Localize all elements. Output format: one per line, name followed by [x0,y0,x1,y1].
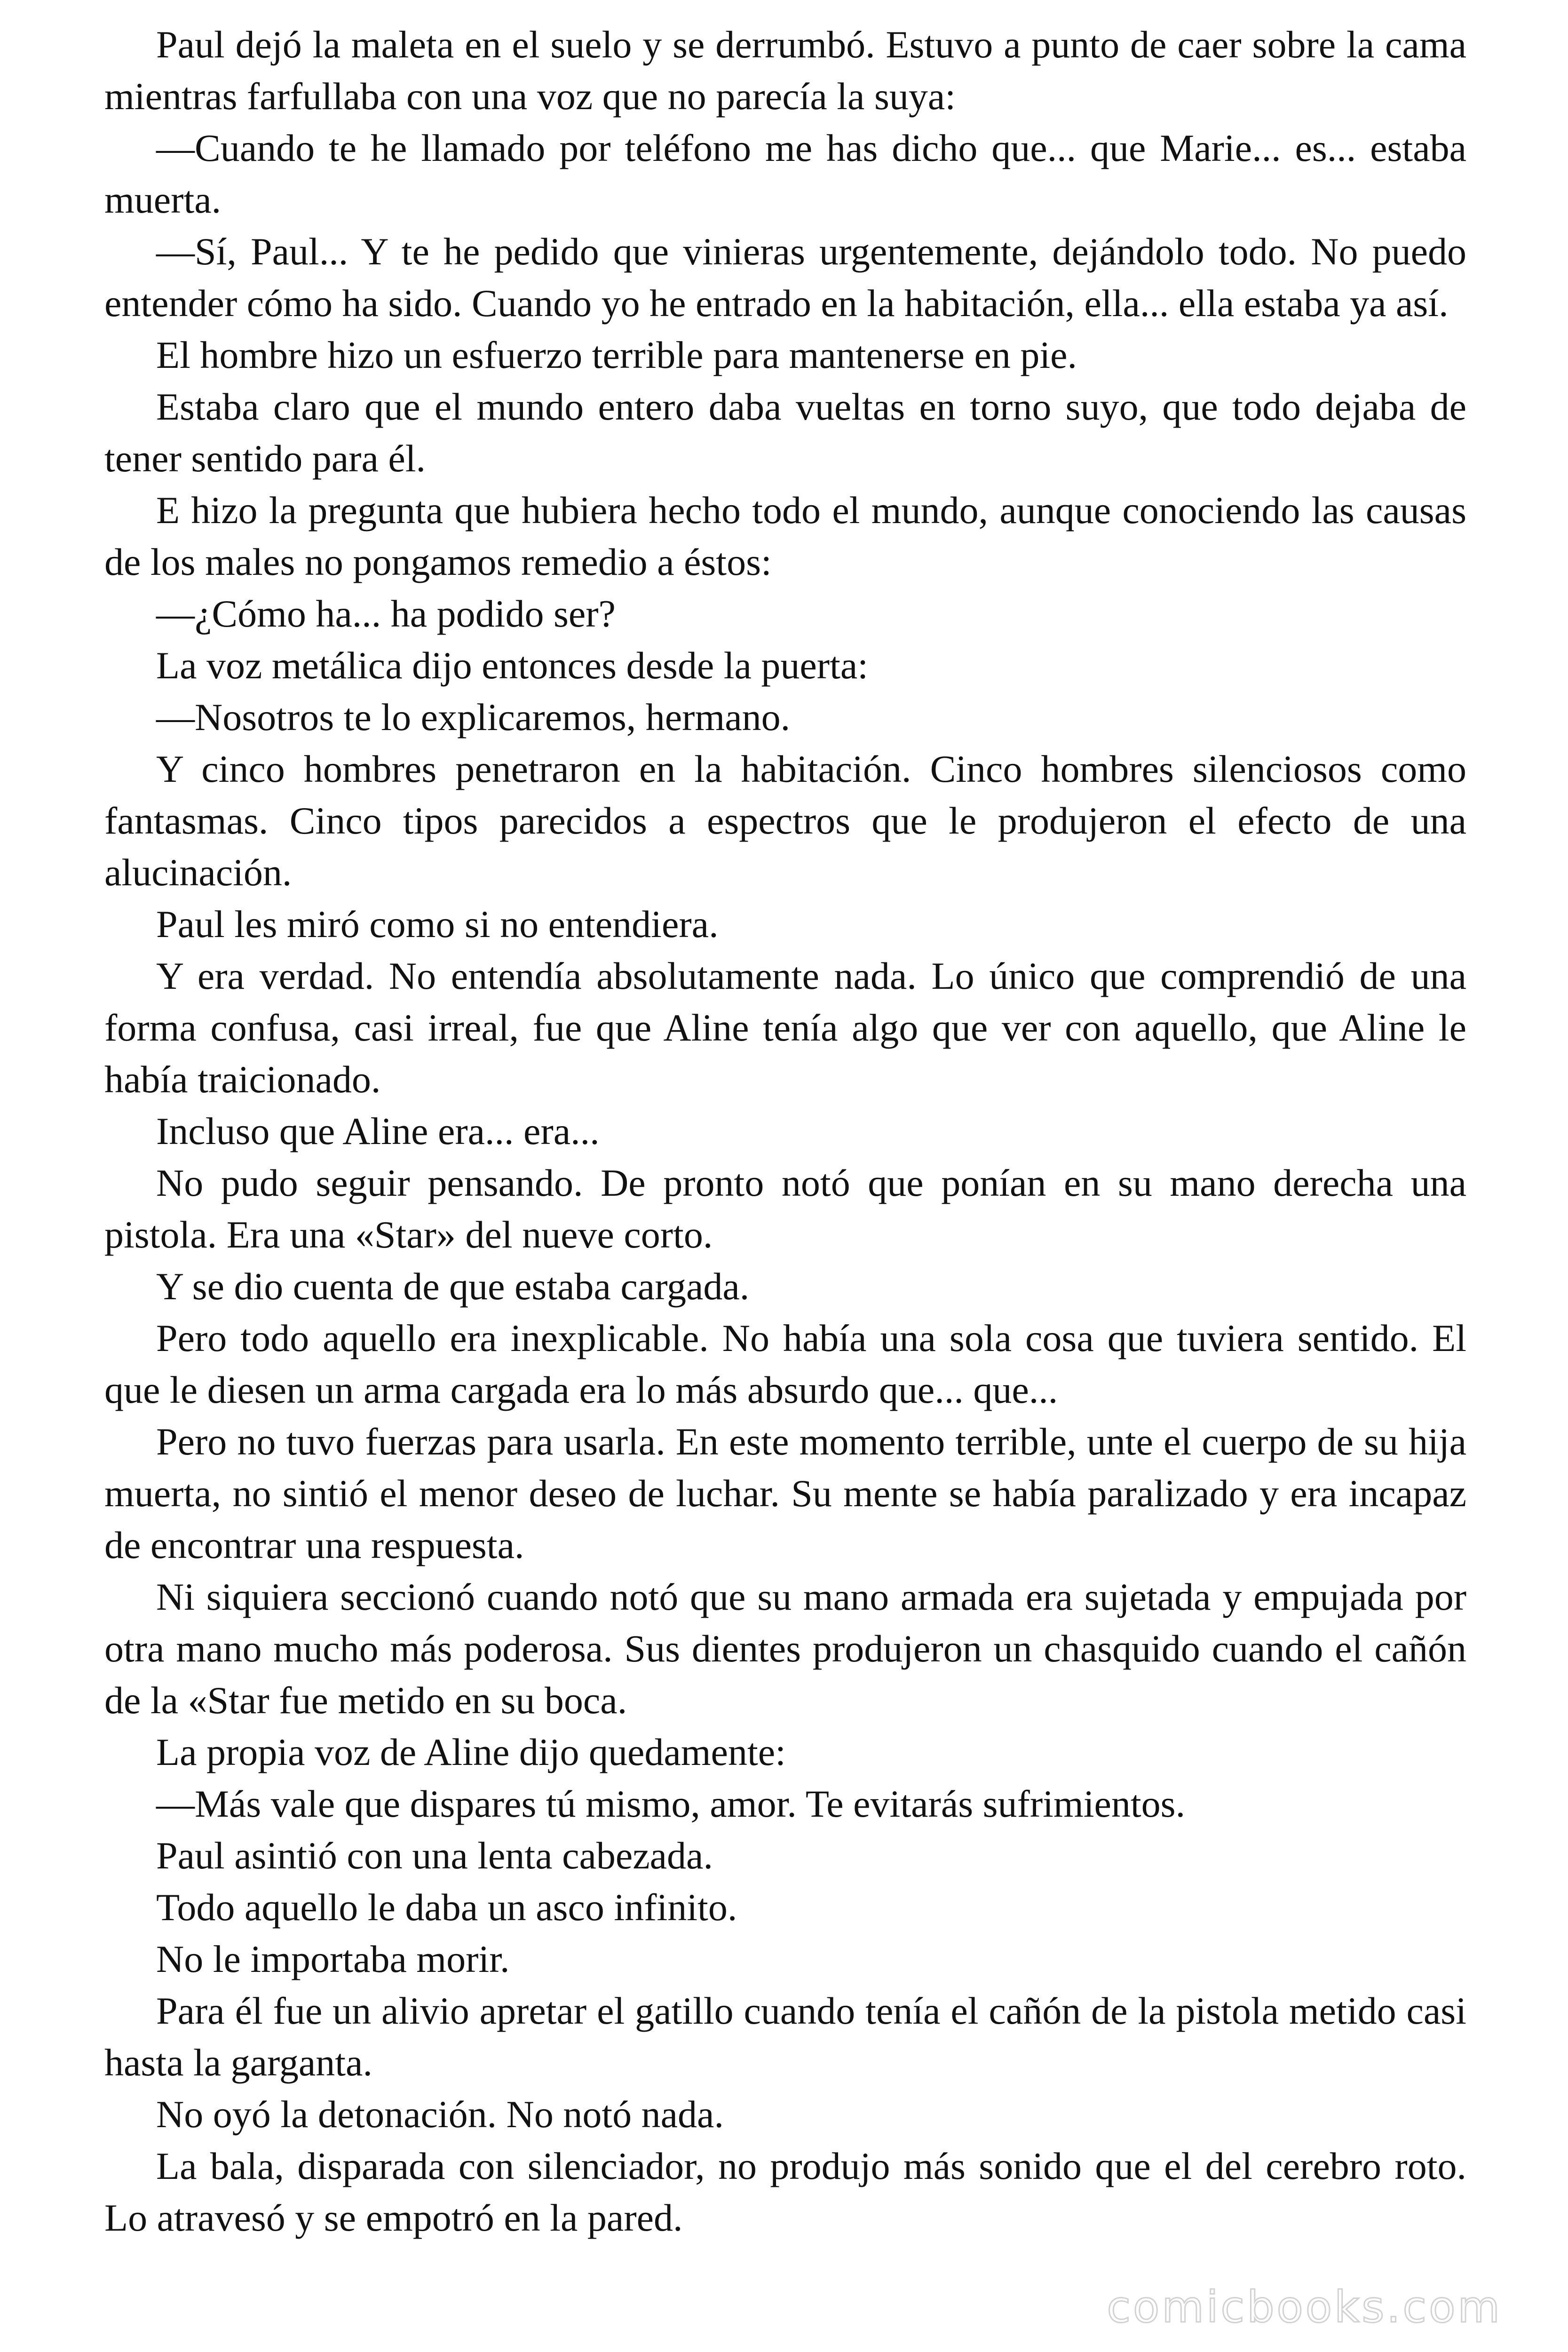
paragraph: Paul dejó la maleta en el suelo y se derrumbó. Estuvo a punto de caer sobre la cama mientras farfullaba con una voz que no parecía la suya: [104,23,1466,118]
paragraph: —Sí, Paul... Y te he pedido que vinieras urgentemente, dejándolo todo. No puedo entender cómo ha sido. Cuando yo he entrado en la habitación, ella... ella estaba ya así. [104,230,1466,325]
paragraph: Paul asintió con una lenta cabezada. [156,1834,713,1877]
paragraph: Pero todo aquello era inexplicable. No había una sola cosa que tuviera sentido. El que le diesen un arma cargada era lo más absurdo que... que... [104,1317,1466,1411]
paragraph: E hizo la pregunta que hubiera hecho todo el mundo, aunque conociendo las causas de los males no pongamos remedio a éstos: [104,489,1466,583]
paragraph: Paul les miró como si no entendiera. [156,903,719,946]
watermark: comicbooks.com [1107,2282,1502,2332]
page-text-body [104,19,1466,2244]
paragraph: Ni siquiera seccionó cuando notó que su mano armada era sujetada y empujada por otra mano mucho más poderosa. Sus dientes produjeron un chasquido cuando el cañón de la «Star fue metido en su boca. [104,1575,1466,1722]
paragraph: —Más vale que dispares tú mismo, amor. Te evitarás sufrimientos. [156,1782,1186,1825]
paragraph: —Nosotros te lo explicaremos, hermano. [156,696,791,739]
paragraph: La propia voz de Aline dijo quedamente: [156,1731,786,1773]
paragraph: No oyó la detonación. No notó nada. [156,2093,724,2136]
paragraph: Pero no tuvo fuerzas para usarla. En este momento terrible, unte el cuerpo de su hija muerta, no sintió el menor deseo de luchar. Su mente se había paralizado y era incapaz de encontrar una respuesta. [104,1420,1466,1566]
paragraph: No le importaba morir. [156,1938,510,1980]
paragraph: Para él fue un alivio apretar el gatillo cuando tenía el cañón de la pistola metido casi hasta la garganta. [104,1989,1466,2084]
paragraph: Estaba claro que el mundo entero daba vueltas en torno suyo, que todo dejaba de tener sentido para él. [104,385,1466,480]
paragraph: Todo aquello le daba un asco infinito. [156,1886,737,1929]
paragraph: Y era verdad. No entendía absolutamente nada. Lo único que comprendió de una forma confusa, casi irreal, fue que Aline tenía algo que ver con aquello, que Aline le había traicionado. [104,954,1466,1101]
paragraph: —¿Cómo ha... ha podido ser? [156,592,616,635]
paragraph: —Cuando te he llamado por teléfono me has dicho que... que Marie... es... estaba muerta. [104,127,1466,221]
paragraph: No pudo seguir pensando. De pronto notó que ponían en su mano derecha una pistola. Era una «Star» del nueve corto. [104,1161,1466,1256]
paragraph: Incluso que Aline era... era... [156,1110,600,1152]
paragraph: La voz metálica dijo entonces desde la puerta: [156,644,869,687]
paragraph: Y se dio cuenta de que estaba cargada. [156,1265,750,1308]
paragraph: El hombre hizo un esfuerzo terrible para mantenerse en pie. [156,334,1077,376]
paragraph: Y cinco hombres penetraron en la habitación. Cinco hombres silenciosos como fantasmas. Cinco tipos parecidos a espectros que le produjeron el efecto de una alucinación. [104,747,1466,894]
paragraph: La bala, disparada con silenciador, no produjo más sonido que el del cerebro roto. Lo atravesó y se empotró en la pared. [104,2145,1466,2239]
